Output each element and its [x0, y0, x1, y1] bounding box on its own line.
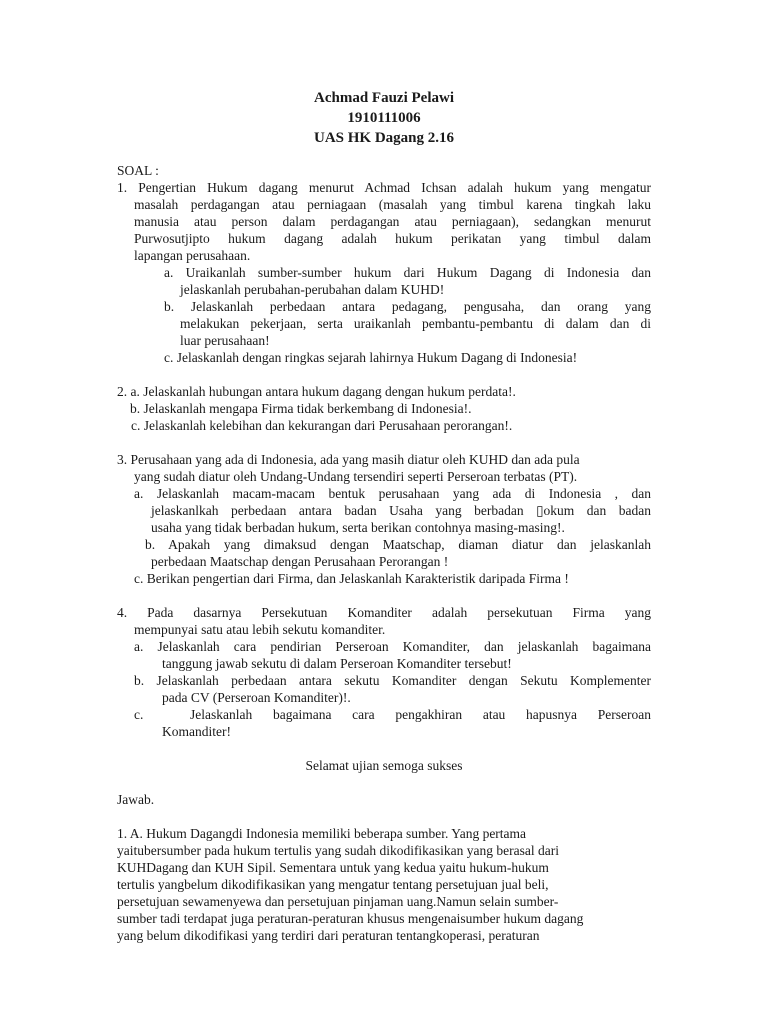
answer-line-3: KUHDagang dan KUH Sipil. Sementara untuk yang kedua yaitu hukum-hukum: [117, 860, 549, 875]
q1a-line-1: a. Uraikanlah sumber-sumber hukum dari Hukum Dagang di Indonesia dan: [164, 265, 651, 280]
q4a-line-2: tanggung jawab sekutu di dalam Perseroan Komanditer tersebut!: [162, 656, 512, 671]
q2b-line: b. Jelaskanlah mengapa Firma tidak berkembang di Indonesia!.: [130, 401, 472, 416]
q3a-line-2: jelaskanlkah perbedaan antara badan Usaha yang berbadan ▯okum dan badan: [151, 503, 651, 518]
student-id: 1910111006: [347, 110, 421, 126]
answer-line-7: yang belum dikodifikasi yang terdiri dari peraturan tentangkoperasi, peraturan: [117, 928, 540, 943]
q1-line-2: masalah perdagangan atau perniagaan (masalah yang timbul karena tingkah laku: [134, 197, 651, 212]
q4c-line-1: Jelaskanlah bagaimana cara pengakhiran atau hapusnya Perseroan: [190, 707, 651, 722]
answer-line-5: persetujuan sewamenyewa dan persetujuan pinjaman uang.Namun selain sumber-: [117, 894, 559, 909]
answer-line-1: 1. A. Hukum Dagangdi Indonesia memiliki beberapa sumber. Yang pertama: [117, 826, 527, 841]
q1b-line-2: melakukan pekerjaan, serta uraikanlah pembantu-pembantu di dalam dan di: [180, 316, 651, 331]
soal-label: SOAL :: [117, 163, 159, 178]
q3a-line-3: usaha yang tidak berbadan hukum, serta berikan contohnya masing-masing!.: [151, 520, 565, 535]
q1c-line-1: c. Jelaskanlah dengan ringkas sejarah lahirnya Hukum Dagang di Indonesia!: [164, 350, 578, 365]
q1-line-4: Purwosutjipto hukum dagang adalah hukum perikatan yang timbul dalam: [134, 231, 651, 246]
q3-line-1: 3. Perusahaan yang ada di Indonesia, ada yang masih diatur oleh KUHD dan ada pula: [117, 452, 580, 467]
q4c-label: c.: [134, 707, 144, 722]
closing-message: Selamat ujian semoga sukses: [305, 758, 463, 773]
author-name: Achmad Fauzi Pelawi: [314, 90, 454, 106]
q4-line-1: 4. Pada dasarnya Persekutuan Komanditer adalah persekutuan Firma yang: [117, 605, 651, 620]
q1b-line-1: b. Jelaskanlah perbedaan antara pedagang, pengusaha, dan orang yang: [164, 299, 651, 314]
q4-line-2: mempunyai satu atau lebih sekutu komanditer.: [134, 622, 386, 637]
q3b-line-2: perbedaan Maatschap dengan Perusahaan Perorangan !: [151, 554, 449, 569]
q3c-line-1: c. Berikan pengertian dari Firma, dan Jelaskanlah Karakteristik daripada Firma !: [134, 571, 569, 586]
q1b-line-3: luar perusahaan!: [180, 333, 270, 348]
q4b-line-2: pada CV (Perseroan Komanditer)!.: [162, 690, 351, 705]
answer-line-6: sumber tadi terdapat juga peraturan-peraturan khusus mengenaisumber hukum dagang: [117, 911, 584, 926]
q4b-line-1: b. Jelaskanlah perbedaan antara sekutu Komanditer dengan Sekutu Komplementer: [134, 673, 651, 688]
q3-line-2: yang sudah diatur oleh Undang-Undang tersendiri seperti Perseroan terbatas (PT).: [134, 469, 578, 484]
q1-line-1: 1. Pengertian Hukum dagang menurut Achmad Ichsan adalah hukum yang mengatur: [117, 180, 651, 195]
q1-line-3: manusia atau person dalam perdagangan atau perniagaan), sedangkan menurut: [134, 214, 651, 229]
jawab-label: Jawab.: [117, 792, 155, 807]
q2c-line: c. Jelaskanlah kelebihan dan kekurangan dari Perusahaan perorangan!.: [131, 418, 513, 433]
exam-title: UAS HK Dagang 2.16: [313, 130, 455, 146]
q3b-line-1: b. Apakah yang dimaksud dengan Maatschap, diaman diatur dan jelaskanlah: [145, 537, 651, 552]
answer-line-2: yaitubersumber pada hukum tertulis yang sudah dikodifikasikan yang berasal dari: [117, 843, 560, 858]
q1a-line-2: jelaskanlah perubahan-perubahan dalam KUHD!: [180, 282, 445, 297]
q1-line-5: lapangan perusahaan.: [134, 248, 251, 263]
document-header: [0, 88, 768, 148]
answer-line-4: tertulis yangbelum dikodifikasikan yang mengatur tentang persetujuan jual beli,: [117, 877, 549, 892]
q4c-line-2: Komanditer!: [162, 724, 231, 739]
q3a-line-1: a. Jelaskanlah macam-macam bentuk perusahaan yang ada di Indonesia , dan: [134, 486, 651, 501]
q2a-line: 2. a. Jelaskanlah hubungan antara hukum dagang dengan hukum perdata!.: [117, 384, 516, 399]
q4a-line-1: a. Jelaskanlah cara pendirian Perseroan Komanditer, dan jelaskanlah bagaimana: [134, 639, 651, 654]
